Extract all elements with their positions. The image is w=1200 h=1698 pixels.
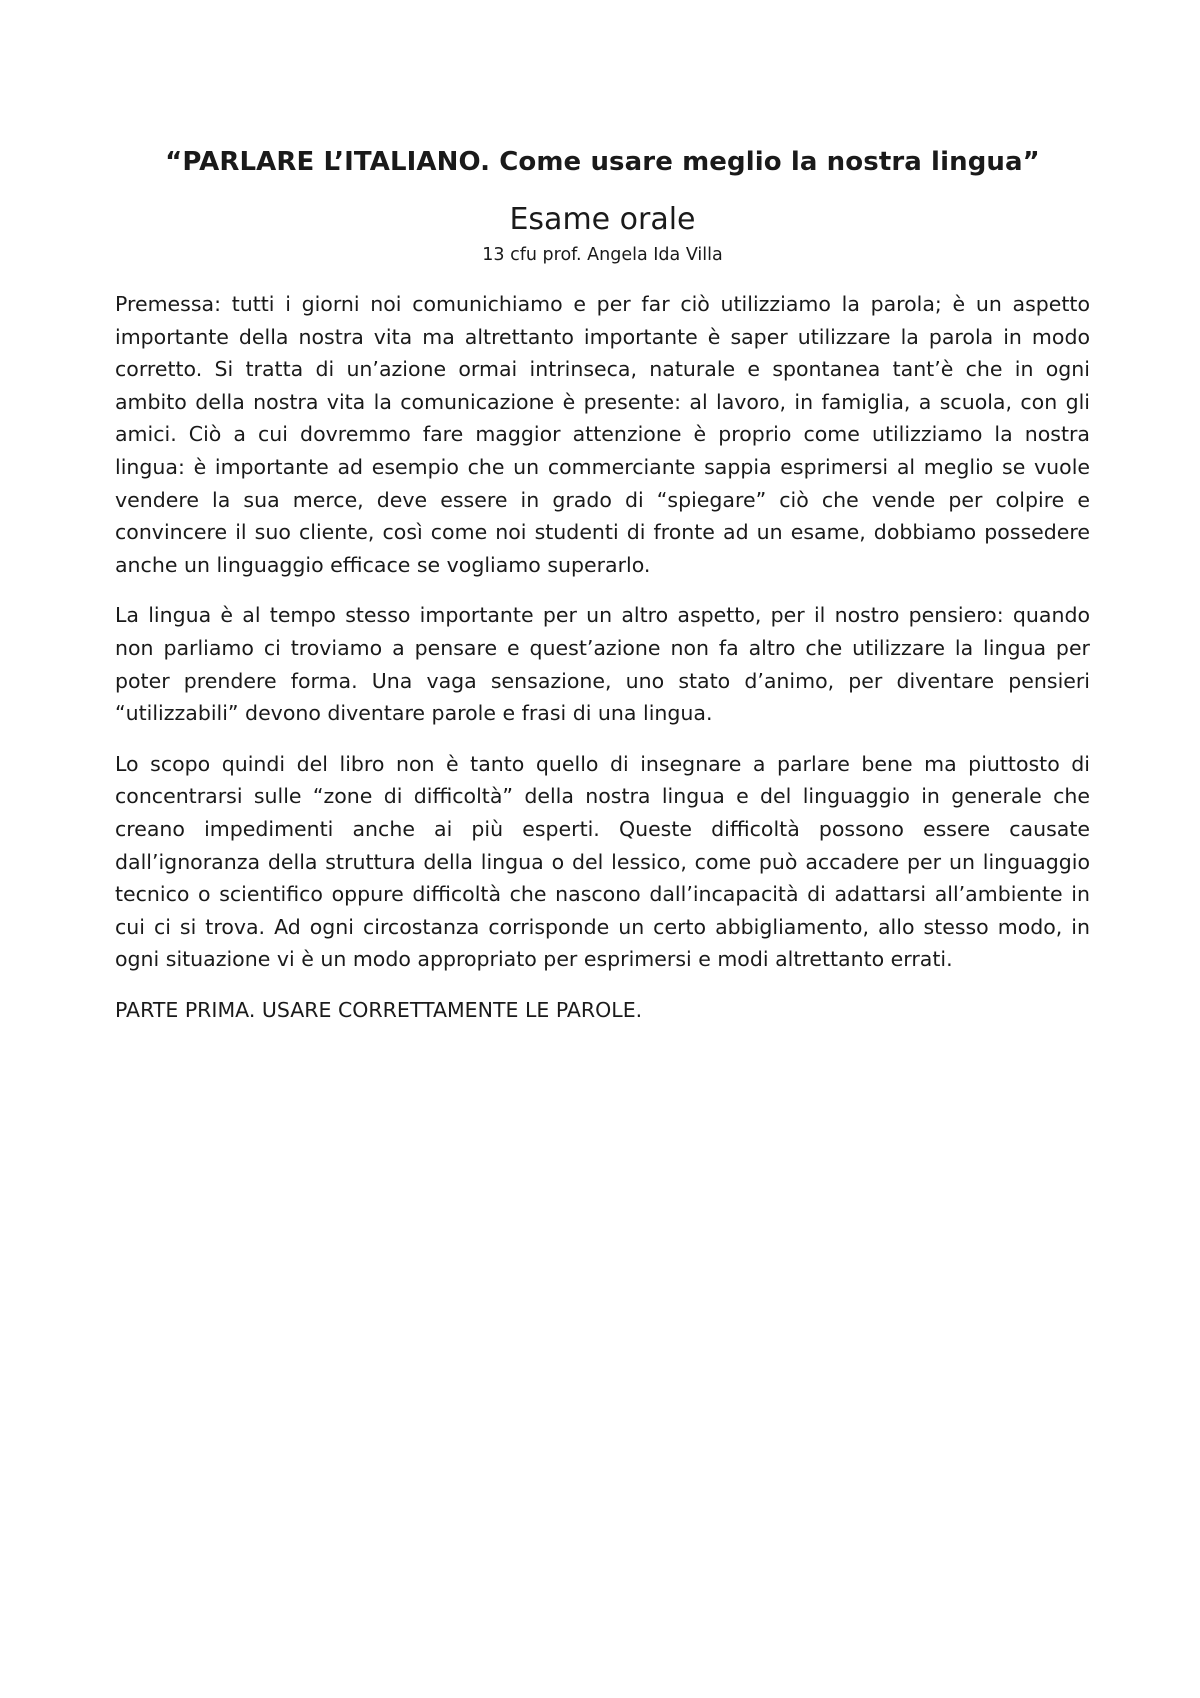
course-info: 13 cfu prof. Angela Ida Villa (482, 245, 723, 265)
document-content (115, 140, 1090, 1026)
document-title: “PARLARE L’ITALIANO. Come usare meglio la nostra lingua” (165, 147, 1040, 177)
paragraph-premessa: Premessa: tutti i giorni noi comunichiamo e per far ciò utilizziamo la parola; è un aspetto importante della nostra vita ma altrettanto importante è saper utilizzare la parola in modo corretto. Si tratta di un’azione ormai intrinseca, naturale e spontanea tant’è che in ogni ambito della nostra vita la comunicazione è presente: al lavoro, in famiglia, a scuola, con gli amici. Ciò a cui dovremmo fare maggior attenzione è proprio come utilizziamo la nostra lingua: è importante ad esempio che un commerciante sappia esprimersi al meglio se vuole vendere la sua merce, deve essere in grado di “spiegare” ciò che vende per colpire e convincere il suo cliente, così come noi studenti di fronte ad un esame, dobbiamo possedere anche un linguaggio efficace se vogliamo superarlo. (115, 292, 1090, 577)
document-subtitle: Esame orale (509, 202, 696, 237)
paragraph-lingua-pensiero: La lingua è al tempo stesso importante per un altro aspetto, per il nostro pensiero: quando non parliamo ci troviamo a pensare e quest’azione non fa altro che utilizzare la lingua per poter prendere forma. Una vaga sensazione, uno stato d’animo, per diventare pensieri “utilizzabili” devono diventare parole e frasi di una lingua. (115, 603, 1090, 726)
document-body (115, 288, 1090, 1026)
section-heading: PARTE PRIMA. USARE CORRETTAMENTE LE PAROLE. (115, 997, 643, 1022)
paragraph-scopo-libro: Lo scopo quindi del libro non è tanto quello di insegnare a parlare bene ma piuttosto di concentrarsi sulle “zone di difficoltà” della nostra lingua e del linguaggio in generale che creano impedimenti anche ai più esperti. Queste difficoltà possono essere causate dall’ignoranza della struttura della lingua o del lessico, come può accadere per un linguaggio tecnico o scientifico oppure difficoltà che nascono dall’incapacità di adattarsi all’ambiente in cui ci si trova. Ad ogni circostanza corrisponde un certo abbigliamento, allo stesso modo, in ogni situazione vi è un modo appropriato per esprimersi e modi altrettanto errati. (115, 751, 1090, 972)
